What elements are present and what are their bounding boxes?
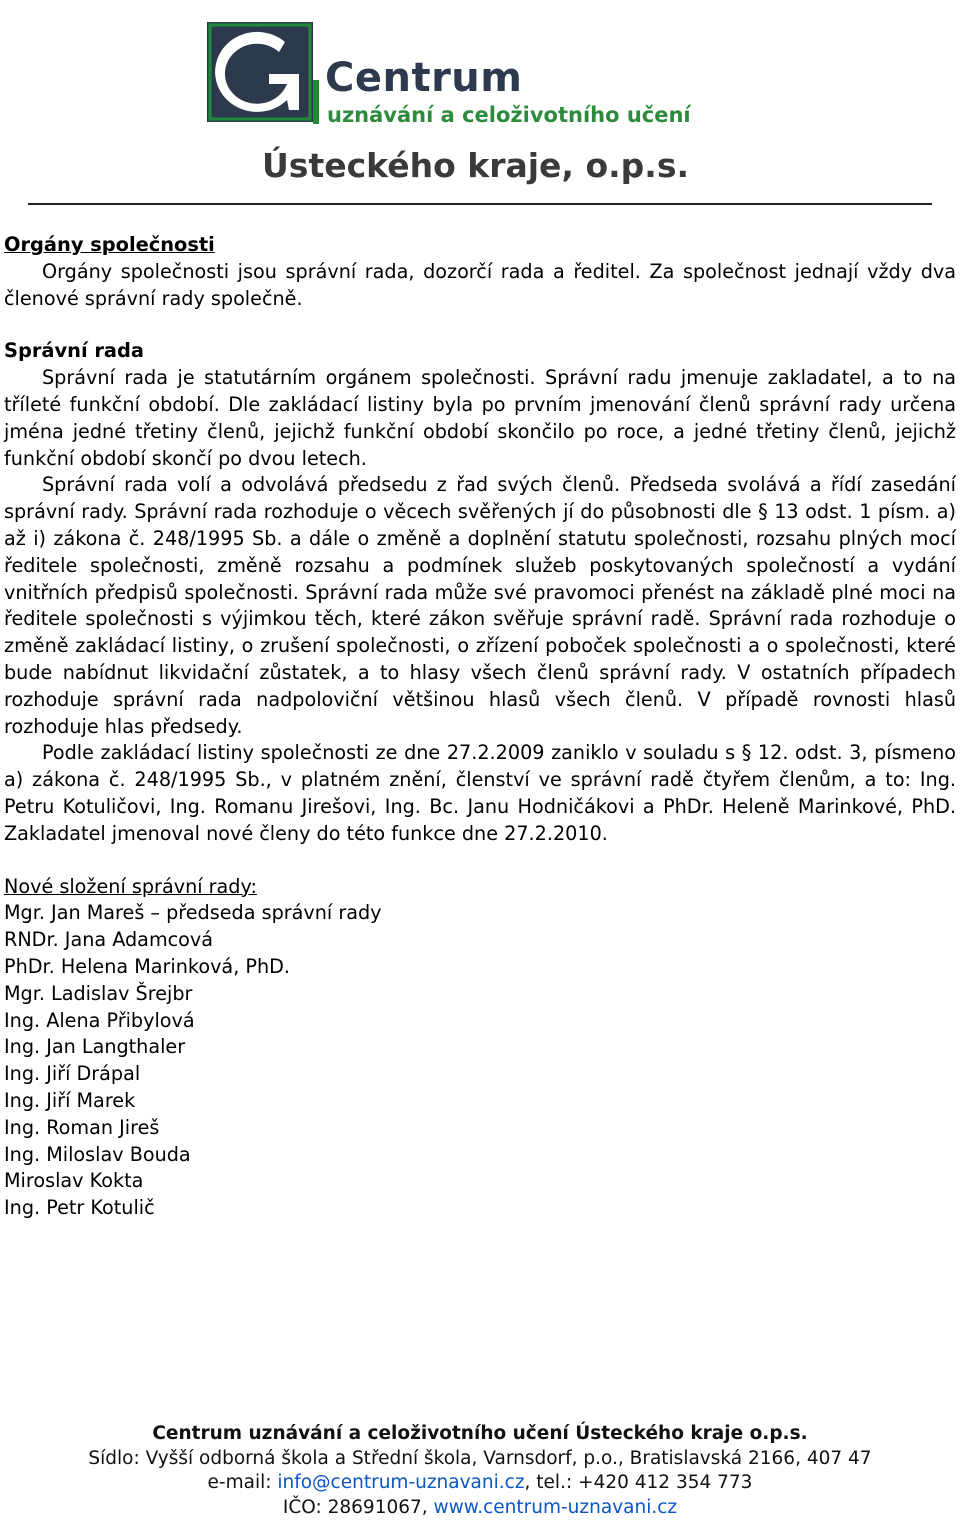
list-item: Ing. Jiří Marek	[4, 1088, 136, 1112]
board-paragraph-3: Podle zakládací listiny společnosti ze dne 27.2.2009 zaniklo v souladu s § 12. odst. 3, písmeno a) zákona č. 248/1995 Sb., v platném znění, členství ve správní radě čtyřem členům, a to: Ing. Petru Kotuličovi, Ing. Romanu Jirešovi, Ing. Bc. Janu Hodničákovi a PhDr. Heleně Marinkové, PhD. Zakladatel jmenoval nové členy do této funkce dne 27.2.2010.	[4, 741, 956, 845]
footer	[0, 1422, 960, 1520]
list-item: Ing. Miloslav Bouda	[4, 1142, 191, 1166]
ico-text: IČO: 28691067,	[282, 1496, 434, 1518]
footer-contact	[0, 1471, 960, 1496]
section-text-organs: Orgány společnosti jsou správní rada, dozorčí rada a ředitel. Za společnost jednají vždy dva členové správní rady společně.	[4, 259, 956, 310]
list-item: Mgr. Ladislav Šrejbr	[4, 981, 193, 1005]
email-label: e-mail:	[207, 1472, 278, 1494]
footer-address: Sídlo: Vyšší odborná škola a Střední škola, Varnsdorf, p.o., Bratislavská 2166, 407 47	[88, 1447, 872, 1469]
list-item: Mgr. Jan Mareš – předseda správní rady	[4, 901, 382, 925]
list-item: Ing. Jan Langthaler	[4, 1035, 186, 1059]
board-paragraph-1: Správní rada je statutárním orgánem společnosti. Správní radu jmenuje zakladatel, a to na tříleté funkční období. Dle zakládací listiny byla po prvním jmenování členů správní rady určena jména jedné třetiny členů, jejichž funkční období skončilo po roce, a jedné třetiny členů, jejichž funkční období skončí po dvou letech.	[4, 366, 956, 470]
logo-tagline: uznávání a celoživotního učení	[327, 103, 691, 127]
members-list	[4, 900, 956, 1222]
letterhead-subtitle: Ústeckého kraje, o.p.s.	[262, 146, 690, 185]
section-title-organs: Orgány společnosti	[4, 233, 215, 256]
board-paragraph-2: Správní rada volí a odvolává předsedu z řad svých členů. Předseda svolává a řídí zasedání správní rady. Správní rada rozhoduje o věcech svěřených jí do působnosti dle § 13 odst. 1 písm. a) až i) zákona č. 248/1995 Sb. a dále o změně a doplnění statutu společnosti, rozsahu plných mocí ředitele společnosti, změně rozsahu a podmínek služeb poskytovaných společností a vydání vnitřních předpisů společnosti. Správní rada může své pravomoci přenést na základě plné moci na ředitele společnosti s výjimkou těch, které zákon svěřuje správní radě. Správní rada rozhoduje o změně zakládací listiny, o zrušení společnosti, o zřízení poboček společnosti a o společnosti, které bude nabídnut likvidační zůstatek, a to hlasy všech členů správní rady. V ostatních případech rozhoduje správní rada nadpoloviční většinou hlasů všech členů. V případě rovnosti hlasů rozhoduje hlas předsedy.	[4, 473, 956, 738]
document-body	[4, 232, 956, 1222]
list-item: PhDr. Helena Marinková, PhD.	[4, 954, 290, 978]
list-item: RNDr. Jana Adamcová	[4, 928, 214, 952]
list-item: Ing. Jiří Drápal	[4, 1062, 141, 1086]
footer-title: Centrum uznávání a celoživotního učení Ústeckého kraje o.p.s.	[152, 1423, 808, 1444]
logo-mark-icon	[207, 22, 325, 130]
logo-wordmark: Centrum	[325, 55, 523, 101]
logo	[207, 22, 777, 130]
list-item: Ing. Alena Přibylová	[4, 1008, 195, 1032]
email-link[interactable]: info@centrum-uznavani.cz	[277, 1472, 525, 1494]
list-item: Ing. Petr Kotulič	[4, 1196, 155, 1220]
footer-ids	[0, 1496, 960, 1521]
website-link[interactable]: www.centrum-uznavani.cz	[433, 1496, 678, 1518]
letterhead	[0, 0, 960, 210]
list-item: Miroslav Kokta	[4, 1169, 144, 1193]
phone-text: , tel.: +420 412 354 773	[524, 1472, 753, 1494]
list-item: Ing. Roman Jireš	[4, 1115, 160, 1139]
header-divider	[28, 203, 932, 205]
section-title-board: Správní rada	[4, 339, 144, 363]
members-heading: Nové složení správní rady:	[4, 874, 257, 898]
